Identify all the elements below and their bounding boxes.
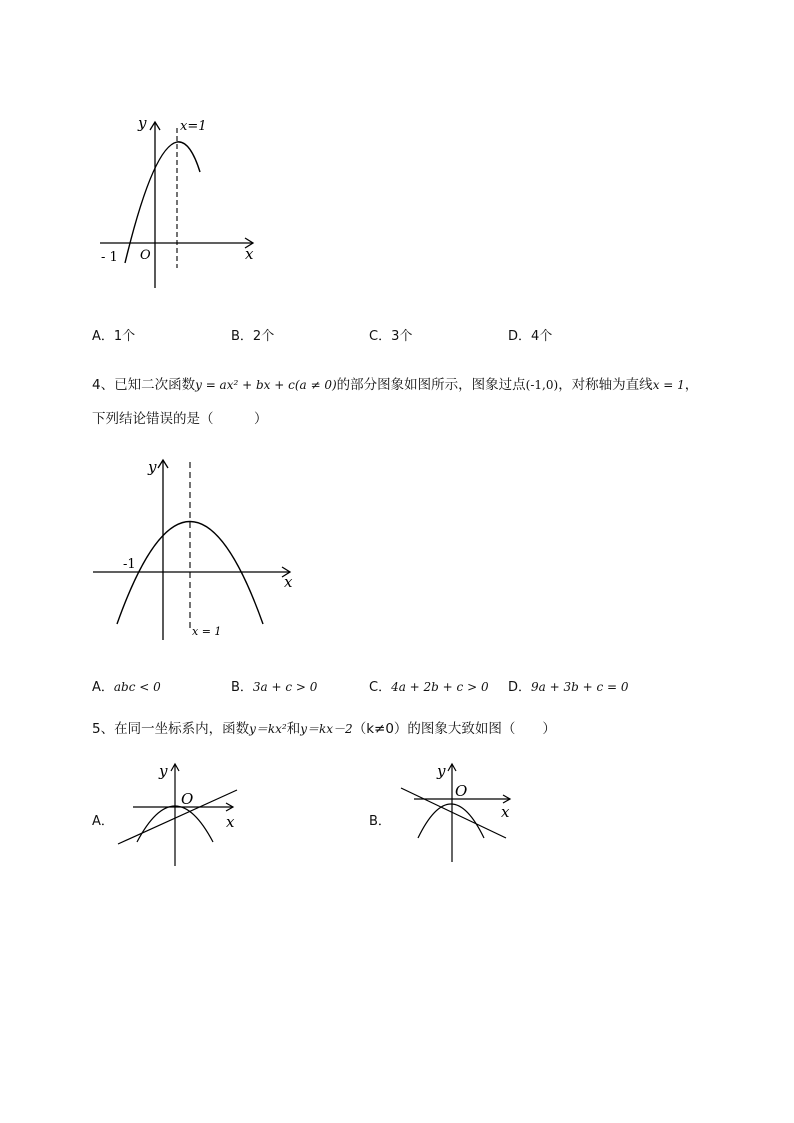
x-label: x: [284, 573, 293, 591]
q4-option-d[interactable]: D．9a + 3b + c = 0: [508, 680, 629, 695]
q5-stem: 5、在同一坐标系内，函数y＝kx²和y＝kx－2（k≠0）的图象大致如图（ ）: [92, 721, 556, 737]
q3-option-d[interactable]: D．4个: [508, 329, 553, 344]
parabola-curve: [125, 142, 200, 263]
q4-option-b[interactable]: B．3a + c > 0: [231, 680, 318, 695]
parabola-graph: [418, 804, 484, 838]
q5-option-b-letter[interactable]: B．: [369, 814, 391, 829]
origin-label: O: [455, 782, 468, 800]
origin-label: O: [181, 790, 194, 808]
x-label: x: [245, 245, 254, 263]
q5-option-a-graph[interactable]: [115, 760, 245, 870]
q3-graph: [95, 110, 265, 295]
q4-stem-line1: 4、已知二次函数y = ax² + bx + c(a ≠ 0)的部分图象如图所示，图象过点(-1,0)，对称轴为直线x = 1，: [92, 377, 699, 393]
y-label: y: [159, 762, 168, 780]
x-label: x: [501, 803, 510, 821]
axis-label: x = 1: [192, 625, 222, 638]
q3-option-c[interactable]: C．3个: [369, 329, 413, 344]
q5-option-b-graph[interactable]: [396, 760, 521, 870]
q4-graph: [90, 452, 305, 644]
neg-one-label: -1: [123, 557, 136, 572]
q3-option-b[interactable]: B．2个: [231, 329, 275, 344]
x-label: x: [226, 813, 235, 831]
y-label: y: [148, 458, 157, 476]
q4-stem-line2: 下列结论错误的是（ ）: [92, 411, 268, 427]
line-graph: [401, 788, 506, 838]
y-label: y: [437, 762, 446, 780]
q4-option-a[interactable]: A．abc < 0: [92, 680, 161, 695]
axis-label: x=1: [180, 119, 207, 134]
q5-option-a-letter[interactable]: A．: [92, 814, 114, 829]
origin-label: O: [140, 248, 151, 263]
q4-option-c[interactable]: C．4a + 2b + c > 0: [369, 680, 489, 695]
line-graph: [118, 790, 237, 844]
y-label: y: [138, 114, 147, 132]
neg-one-label: - 1: [101, 250, 118, 265]
q3-option-a[interactable]: A．1个: [92, 329, 136, 344]
